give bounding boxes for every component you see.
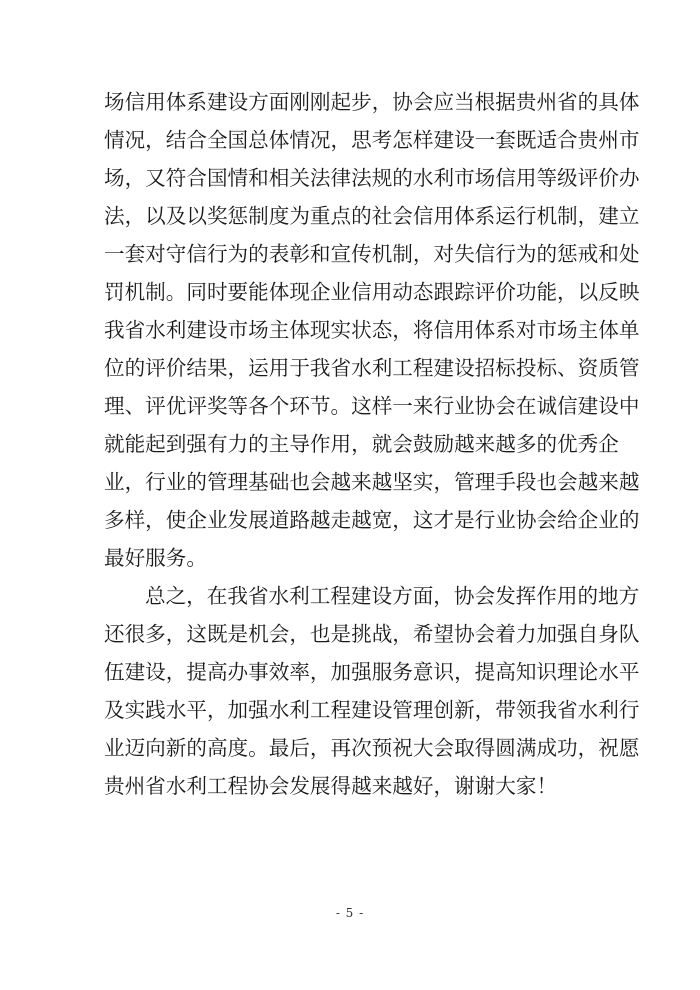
body-text	[104, 83, 640, 805]
text-line: 一套对守信行为的表彰和宣传机制，对失信行为的惩戒和处	[104, 242, 640, 266]
paragraph-2	[104, 577, 640, 805]
text-line: 业迈向新的高度。最后，再次预祝大会取得圆满成功，祝愿	[104, 736, 640, 760]
text-line: 最好服务。	[104, 546, 207, 570]
text-line: 业，行业的管理基础也会越来越坚实，管理手段也会越来越	[104, 470, 640, 494]
text-line: 总之，在我省水利工程建设方面，协会发挥作用的地方	[145, 584, 640, 608]
text-line: 理、评优评奖等各个环节。这样一来行业协会在诚信建设中	[104, 394, 640, 418]
text-line: 就能起到强有力的主导作用，就会鼓励越来越多的优秀企	[104, 432, 619, 456]
text-line: 罚机制。同时要能体现企业信用动态跟踪评价功能，以反映	[104, 280, 640, 304]
text-line: 法，以及以奖惩制度为重点的社会信用体系运行机制，建立	[104, 204, 640, 228]
text-line: 我省水利建设市场主体现实状态，将信用体系对市场主体单	[104, 318, 640, 342]
text-line: 贵州省水利工程协会发展得越来越好，谢谢大家！	[104, 774, 558, 798]
text-line: 位的评价结果，运用于我省水利工程建设招标投标、资质管	[104, 356, 640, 380]
text-line: 情况，结合全国总体情况，思考怎样建设一套既适合贵州市	[104, 128, 640, 152]
paragraph-1	[104, 83, 640, 577]
page-number: - 5 -	[335, 906, 365, 920]
text-line: 场信用体系建设方面刚刚起步，协会应当根据贵州省的具体	[104, 90, 640, 114]
text-line: 多样，使企业发展道路越走越宽，这才是行业协会给企业的	[104, 508, 640, 532]
text-line: 还很多，这既是机会，也是挑战，希望协会着力加强自身队	[104, 622, 640, 646]
text-line: 场，又符合国情和相关法律法规的水利市场信用等级评价办	[104, 166, 640, 190]
text-line: 伍建设，提高办事效率，加强服务意识，提高知识理论水平	[104, 660, 640, 684]
text-line: 及实践水平，加强水利工程建设管理创新，带领我省水利行	[104, 698, 640, 722]
